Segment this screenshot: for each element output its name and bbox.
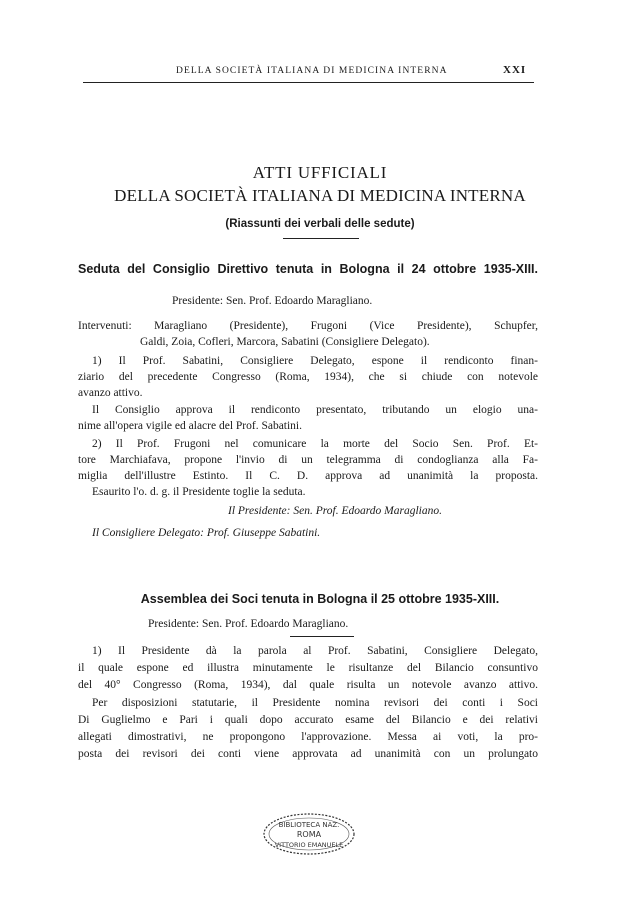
section2-line: il quale espone ed illustra minutamente le risultanze del Bilancio consuntivo (78, 662, 538, 674)
section1-line: avanzo attivo. (78, 387, 143, 399)
section2-line: allegati dimostrativi, ne propongono l'approvazione. Messa ai voti, la pro- (78, 731, 538, 743)
stamp-text-2: ROMA (296, 830, 322, 839)
signature-delegate: Il Consigliere Delegato: Prof. Giuseppe Sabatini. (92, 527, 321, 539)
section2-line: Di Guglielmo e Pari i quali dopo accurato esame del Bilancio e dei relativi (78, 714, 538, 726)
section1-line: 2) Il Prof. Frugoni nel comunicare la morte del Socio Sen. Prof. Et- (92, 438, 538, 450)
section1-line: tore Marchiafava, propone l'invio di un telegramma di condoglianza alla Fa- (78, 454, 538, 466)
section2-rule (290, 636, 354, 637)
stamp-text-3: VITTORIO EMANUELE (274, 841, 344, 849)
section2-line: posta dei revisori dei conti viene approvata ad unanimità con un prolungato (78, 748, 538, 760)
section1-heading: Seduta del Consiglio Direttivo tenuta in Bologna il 24 ottobre 1935-XIII. (78, 262, 538, 276)
library-stamp (262, 812, 356, 856)
section1-president: Presidente: Sen. Prof. Edoardo Maragliano. (172, 295, 373, 307)
section2-line: Per disposizioni statutarie, il Presidente nomina revisori dei conti i Soci (92, 697, 538, 709)
title-line-2: DELLA SOCIETÀ ITALIANA DI MEDICINA INTERNA (114, 186, 526, 205)
section1-line: ziario del precedente Congresso (Roma, 1934), che si chiude con notevole (78, 371, 538, 383)
section1-line: Il Consiglio approva il rendiconto presentato, tributando un elogio una- (92, 404, 538, 416)
section2-line: del 40° Congresso (Roma, 1934), dal quale risulta un notevole avanzo attivo. (78, 679, 538, 691)
section1-line: 1) Il Prof. Sabatini, Consigliere Delegato, espone il rendiconto finan- (92, 355, 538, 367)
section2-heading: Assemblea dei Soci tenuta in Bologna il 25 ottobre 1935-XIII. (140, 592, 500, 606)
section2-president: Presidente: Sen. Prof. Edoardo Maragliano. (148, 618, 349, 630)
section1-line: Galdi, Zoia, Cofleri, Marcora, Sabatini (Consigliere Delegato). (140, 336, 430, 348)
page-number: XXI (503, 64, 527, 76)
title-line-1: ATTI UFFICIALI (252, 163, 388, 182)
section2-line: 1) Il Presidente dà la parola al Prof. Sabatini, Consigliere Delegato, (92, 645, 538, 657)
running-header: DELLA SOCIETÀ ITALIANA DI MEDICINA INTERNA (176, 66, 448, 76)
section1-line: Intervenuti: Maragliano (Presidente), Frugoni (Vice Presidente), Schupfer, (78, 320, 538, 332)
signature-president: Il Presidente: Sen. Prof. Edoardo Maragliano. (228, 505, 442, 517)
subtitle-rule (283, 238, 359, 239)
section1-line: Esaurito l'o. d. g. il Presidente toglie la seduta. (92, 486, 306, 498)
subtitle: (Riassunti dei verbali delle sedute) (225, 218, 415, 230)
section1-line: miglia dell'illustre Estinto. Il C. D. approva ad unanimità la proposta. (78, 470, 538, 482)
stamp-text-1: BIBLIOTECA NAZ. (278, 821, 340, 829)
section1-line: nime all'opera vigile ed alacre del Prof. Sabatini. (78, 420, 303, 432)
header-rule (83, 82, 534, 83)
